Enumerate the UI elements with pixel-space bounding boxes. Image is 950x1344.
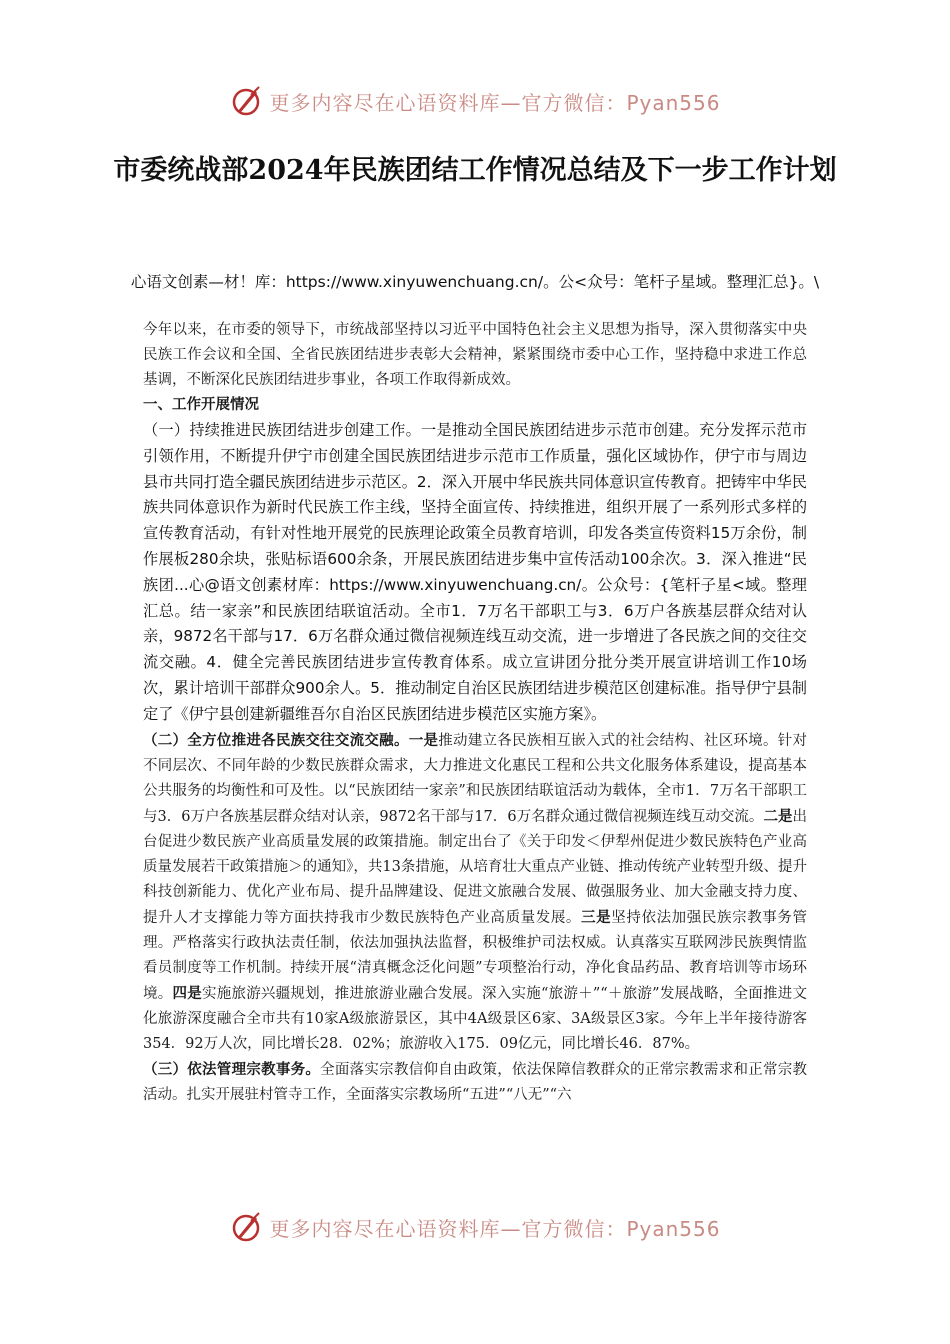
- quill-pen-circle-icon: [229, 84, 263, 118]
- paragraph-1: （一）持续推进民族团结进步创建工作。一是推动全国民族团结进步示范市创建。充分发挥示范市引领作用，不断提升伊宁市创建全国民族团结进步示范市工作质量，强化区域协作，伊宁市与周边县市共同打造全疆民族团结进步示范区。2．深入开展中华民族共同体意识宣传教育。把铸牢中华民族共同体意识作为新时代民族工作主线，坚持全面宣传、持续推进，组织开展了一系列形式多样的宣传教育活动，有针对性地开展党的民族理论政策全员教育培训，印发各类宣传资料15万余份，制作展板280余块，张贴标语600余条，开展民族团结进步集中宣传活动100余次。3．深入推进“民族团...心@语文创素材库：https://www.xinyuwenchuang.cn/。公众号：{笔杆子星<域。整理汇总。结一家亲”和民族团结联谊活动。全市1．7万名干部职工与3．6万户各族基层群众结对认亲，9872名干部与17．6万名群众通过微信视频连线互动交流，进一步增进了各民族之间的交往交流交融。4．健全完善民族团结进步宣传教育体系。成立宣讲团分批分类开展宣讲培训工作10场次，累计培训干部群众900余人。5．推动制定自治区民族团结进步模范区创建标准。指导伊宁县制定了《伊宁县创建新疆维吾尔自治区民族团结进步模范区实施方案》。: [143, 421, 807, 723]
- bottom-banner: [0, 1210, 950, 1244]
- banner-text: 更多内容尽在心语资料库—官方微信：Pyan556: [269, 1216, 721, 1241]
- paragraph-2-text-1: 推动建立各民族相互嵌入式的社会结构、社区环境。针对不同层次、不同年龄的少数民族群众需求，大力推进文化惠民工程和公共文化服务体系建设，提高基本公共服务的均衡性和可及性。以“民族团结一家亲”和民族团结联谊活动为载体，全市1．7万名干部职工与3．6万户各族基层群众结对认亲，9872名干部与17．6万名群众通过微信视频连线互动交流。: [143, 732, 808, 825]
- keyword-1: 一是: [408, 731, 439, 749]
- keyword-3: 三是: [581, 908, 612, 926]
- keyword-2: 二是: [763, 807, 793, 825]
- keyword-4: 四是: [172, 984, 202, 1002]
- intro-paragraph: 今年以来，在市委的领导下，市统战部坚持以习近平中国特色社会主义思想为指导，深入贯彻落实中央民族工作会议和全国、全省民族团结进步表彰大会精神，紧紧围绕市委中心工作，坚持稳中求进工作总基调，不断深化民族团结进步事业，各项工作取得新成效。: [143, 322, 807, 388]
- quill-pen-circle-icon: [229, 1210, 263, 1244]
- banner-text: 更多内容尽在心语资料库—官方微信：Pyan556: [269, 90, 721, 115]
- source-line: 心语文创素—材！库：https://www.xinyuwenchuang.cn/。公<众号：笔杆子星域。整理汇总}。\: [130, 273, 820, 291]
- document-body: [143, 318, 807, 1108]
- paragraph-2-text-3: 坚持依法加强民族宗教事务管理。严格落实行政执法责任制，依法加强执法监督，积极维护司法权威。认真落实互联网涉民族舆情监看员制度等工作机制。持续开展“清真概念泛化问题”专项整治行动，净化食品药品、教育培训等市场环境。: [143, 909, 808, 1002]
- document-title: 市委统战部2024年民族团结工作情况总结及下一步工作计划: [113, 155, 837, 186]
- top-banner: [0, 84, 950, 118]
- paragraph-2-text-2: 出台促进少数民族产业高质量发展的政策措施。制定出台了《关于印发＜伊犁州促进少数民族特色产业高质量发展若干政策措施＞的通知》，共13条措施，从培育壮大重点产业链、推动传统产业转型升级、提升科技创新能力、优化产业布局、提升品牌建设、促进文旅融合发展、做强服务业、加大金融支持力度、提升人才支撑能力等方面扶持我市少数民族特色产业高质量发展。: [143, 808, 807, 926]
- paragraph-2-text-4: 实施旅游兴疆规划，推进旅游业融合发展。深入实施“旅游＋”“＋旅游”发展战略，全面推进文化旅游深度融合全市共有10家A级旅游景区，其中4A级景区6家、3A级景区3家。今年上半年接待游客354．92万人次，同比增长28．02%；旅游收入175．09亿元，同比增长46．87%。: [143, 985, 807, 1052]
- paragraph-2-heading: （二）全方位推进各民族交往交流交融。: [143, 731, 409, 749]
- paragraph-2: [143, 728, 807, 1057]
- section-heading: 一、工作开展情况: [143, 397, 259, 413]
- paragraph-3-heading: （三）依法管理宗教事务。: [143, 1060, 321, 1078]
- paragraph-3-text: 全面落实宗教信仰自由政策，依法保障信教群众的正常宗教需求和正常宗教活动。扎实开展驻村管寺工作，全面落实宗教场所“五进”“八无”“六: [143, 1061, 808, 1103]
- paragraph-3: [143, 1057, 807, 1108]
